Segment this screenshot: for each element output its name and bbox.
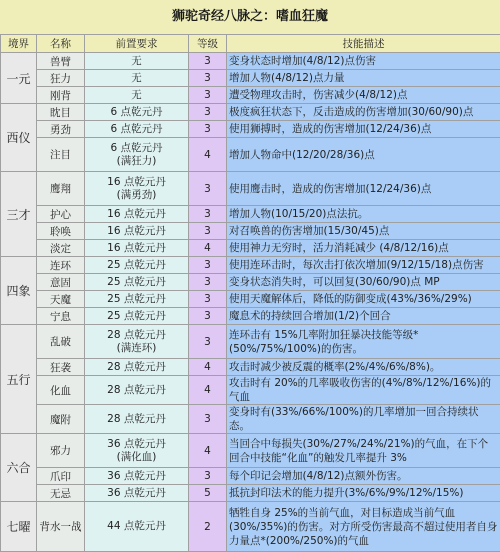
requirement-line: 16 点乾元丹 [87,176,186,189]
realm-cell: 四象 [1,257,37,325]
skill-name: 鹰翔 [37,172,85,206]
requirement-cell [85,468,189,485]
skill-name: 兽臂 [37,53,85,70]
requirement-line: 44 点乾元丹 [87,520,186,533]
skill-description: 使用连环击时，每次击打依次增加(9/12/15/18)点伤害 [227,257,500,274]
requirement-line: 25 点乾元丹 [87,310,186,323]
skill-description: 使用天魔解体后，降低的防御变成(43%/36%/29%) [227,291,500,308]
skill-description: 极度疯狂状态下，反击造成的伤害增加(30/60/90)点 [227,104,500,121]
requirement-line: 28 点乾元丹 [87,329,186,342]
skill-description: 使用神力无穷时，活力消耗减少 (4/8/12/16)点 [227,240,500,257]
table-row [1,121,500,138]
skill-name: 连环 [37,257,85,274]
table-row [1,223,500,240]
requirement-cell [85,257,189,274]
requirement-cell [85,485,189,502]
requirement-line: 36 点乾元丹 [87,470,186,483]
header-row [1,35,500,53]
requirement-cell [85,104,189,121]
requirement-line: (满狂力) [87,155,186,168]
requirement-line: 25 点乾元丹 [87,276,186,289]
skill-description: 增加人物(4/8/12)点力量 [227,70,500,87]
requirement-cell [85,291,189,308]
table-row [1,138,500,172]
requirement-cell [85,274,189,291]
skill-description: 使用狮搏时，造成的伤害增加(12/24/36)点 [227,121,500,138]
header-level: 等级 [189,35,227,53]
skill-description: 变身时有(33%/66%/100%)的几率增加一回合持续状态。 [227,405,500,434]
requirement-line: 6 点乾元丹 [87,123,186,136]
requirement-line: (满连环) [87,342,186,355]
skill-level: 3 [189,70,227,87]
table-row [1,468,500,485]
requirement-cell [85,223,189,240]
requirement-line: 25 点乾元丹 [87,293,186,306]
realm-cell: 七曜 [1,502,37,552]
table-row [1,70,500,87]
requirement-line: 16 点乾元丹 [87,208,186,221]
skill-name: 狂袭 [37,359,85,376]
header-realm: 境界 [1,35,37,53]
skill-description: 攻击时减少被反震的概率(2%/4%/6%/8%)。 [227,359,500,376]
skill-level: 3 [189,223,227,240]
table-row [1,405,500,434]
requirement-cell [85,70,189,87]
skill-name: 邪力 [37,434,85,468]
requirement-cell [85,434,189,468]
skill-description: 魔息术的持续回合增加(1/2)个回合 [227,308,500,325]
requirement-cell [85,121,189,138]
skill-name: 无忌 [37,485,85,502]
skill-name: 勇劲 [37,121,85,138]
skill-level: 3 [189,87,227,104]
table-row [1,485,500,502]
requirement-cell [85,240,189,257]
requirement-line: 16 点乾元丹 [87,225,186,238]
skill-description: 每个印记会增加(4/8/12)点额外伤害。 [227,468,500,485]
realm-cell: 六合 [1,434,37,502]
realm-cell: 西仪 [1,104,37,172]
requirement-cell [85,172,189,206]
requirement-line: 6 点乾元丹 [87,142,186,155]
requirement-line: 无 [87,55,186,68]
realm-cell: 三才 [1,172,37,257]
skill-level: 4 [189,434,227,468]
table-row [1,359,500,376]
requirement-line: 36 点乾元丹 [87,438,186,451]
skill-level: 3 [189,121,227,138]
table-row [1,206,500,223]
requirement-line: 无 [87,89,186,102]
requirement-line: 28 点乾元丹 [87,361,186,374]
skill-table [0,34,500,552]
requirement-cell [85,502,189,552]
skill-description: 使用鹰击时，造成的伤害增加(12/24/36)点 [227,172,500,206]
skill-name: 狂力 [37,70,85,87]
skill-name: 聆唤 [37,223,85,240]
skill-description: 牺牲自身 25%的当前气血，对目标造成当前气血(30%/35%)的伤害。对方所受伤害最高不超过使用者自身力量点*(200%/250%)的气血 [227,502,500,552]
skill-description: 连环击有 15%几率附加狂暴决技能等级*(50%/75%/100%)的伤害。 [227,325,500,359]
skill-name: 注目 [37,138,85,172]
skill-name: 刚背 [37,87,85,104]
table-row [1,240,500,257]
skill-level: 3 [189,172,227,206]
skill-level: 4 [189,359,227,376]
skill-level: 3 [189,308,227,325]
table-row [1,87,500,104]
skill-description: 增加人物命中(12/20/28/36)点 [227,138,500,172]
requirement-line: (满化血) [87,451,186,464]
requirement-cell [85,325,189,359]
skill-name: 爪印 [37,468,85,485]
requirement-line: 无 [87,72,186,85]
skill-description: 抵抗封印法术的能力提升(3%/6%/9%/12%/15%) [227,485,500,502]
skill-name: 天魔 [37,291,85,308]
requirement-cell [85,138,189,172]
skill-name: 乱破 [37,325,85,359]
skill-level: 4 [189,376,227,405]
skill-name: 眈目 [37,104,85,121]
skill-level: 3 [189,274,227,291]
header-description: 技能描述 [227,35,500,53]
requirement-cell [85,206,189,223]
requirement-line: 25 点乾元丹 [87,259,186,272]
skill-description: 增加人物(10/15/20)点法抗。 [227,206,500,223]
header-requirement: 前置要求 [85,35,189,53]
skill-name: 淡定 [37,240,85,257]
skill-name: 背水一战 [37,502,85,552]
skill-name: 护心 [37,206,85,223]
table-row [1,172,500,206]
skill-description: 攻击时有 20%的几率吸收伤害的(4%/8%/12%/16%)的气血 [227,376,500,405]
skill-description: 变身状态时增加(4/8/12)点伤害 [227,53,500,70]
table-row [1,104,500,121]
requirement-cell [85,53,189,70]
skill-level: 3 [189,104,227,121]
table-row [1,434,500,468]
requirement-cell [85,308,189,325]
skill-description: 变身状态消失时，可以回复(30/60/90)点 MP [227,274,500,291]
skill-level: 3 [189,257,227,274]
requirement-cell [85,405,189,434]
skill-level: 3 [189,468,227,485]
skill-level: 3 [189,53,227,70]
table-row [1,274,500,291]
table-row [1,257,500,274]
table-row [1,325,500,359]
skill-description: 遭受物理攻击时，伤害减少(4/8/12)点 [227,87,500,104]
realm-cell: 五行 [1,325,37,434]
table-row [1,502,500,552]
realm-cell: 一元 [1,53,37,104]
requirement-cell [85,87,189,104]
skill-level: 4 [189,138,227,172]
header-name: 名称 [37,35,85,53]
skill-name: 化血 [37,376,85,405]
requirement-cell [85,359,189,376]
skill-level: 3 [189,206,227,223]
table-row [1,53,500,70]
skill-level: 5 [189,485,227,502]
requirement-line: (满勇劲) [87,189,186,202]
table-row [1,291,500,308]
requirement-line: 6 点乾元丹 [87,106,186,119]
table-row [1,308,500,325]
requirement-line: 36 点乾元丹 [87,487,186,500]
skill-level: 3 [189,405,227,434]
skill-name: 意固 [37,274,85,291]
skill-description: 对召唤兽的伤害增加(15/30/45)点 [227,223,500,240]
requirement-line: 16 点乾元丹 [87,242,186,255]
skill-name: 宁息 [37,308,85,325]
skill-level: 2 [189,502,227,552]
skill-level: 3 [189,291,227,308]
skill-level: 3 [189,325,227,359]
requirement-cell [85,376,189,405]
skill-name: 魔附 [37,405,85,434]
skill-rows [1,53,500,552]
requirement-line: 28 点乾元丹 [87,384,186,397]
page-title: 狮驼奇经八脉之：嗜血狂魔 [0,0,500,35]
requirement-line: 28 点乾元丹 [87,413,186,426]
skill-description: 当回合中每损失(30%/27%/24%/21%)的气血，在下个回合中技能“化血”的触发几率提升 3% [227,434,500,468]
table-row [1,376,500,405]
skill-level: 4 [189,240,227,257]
